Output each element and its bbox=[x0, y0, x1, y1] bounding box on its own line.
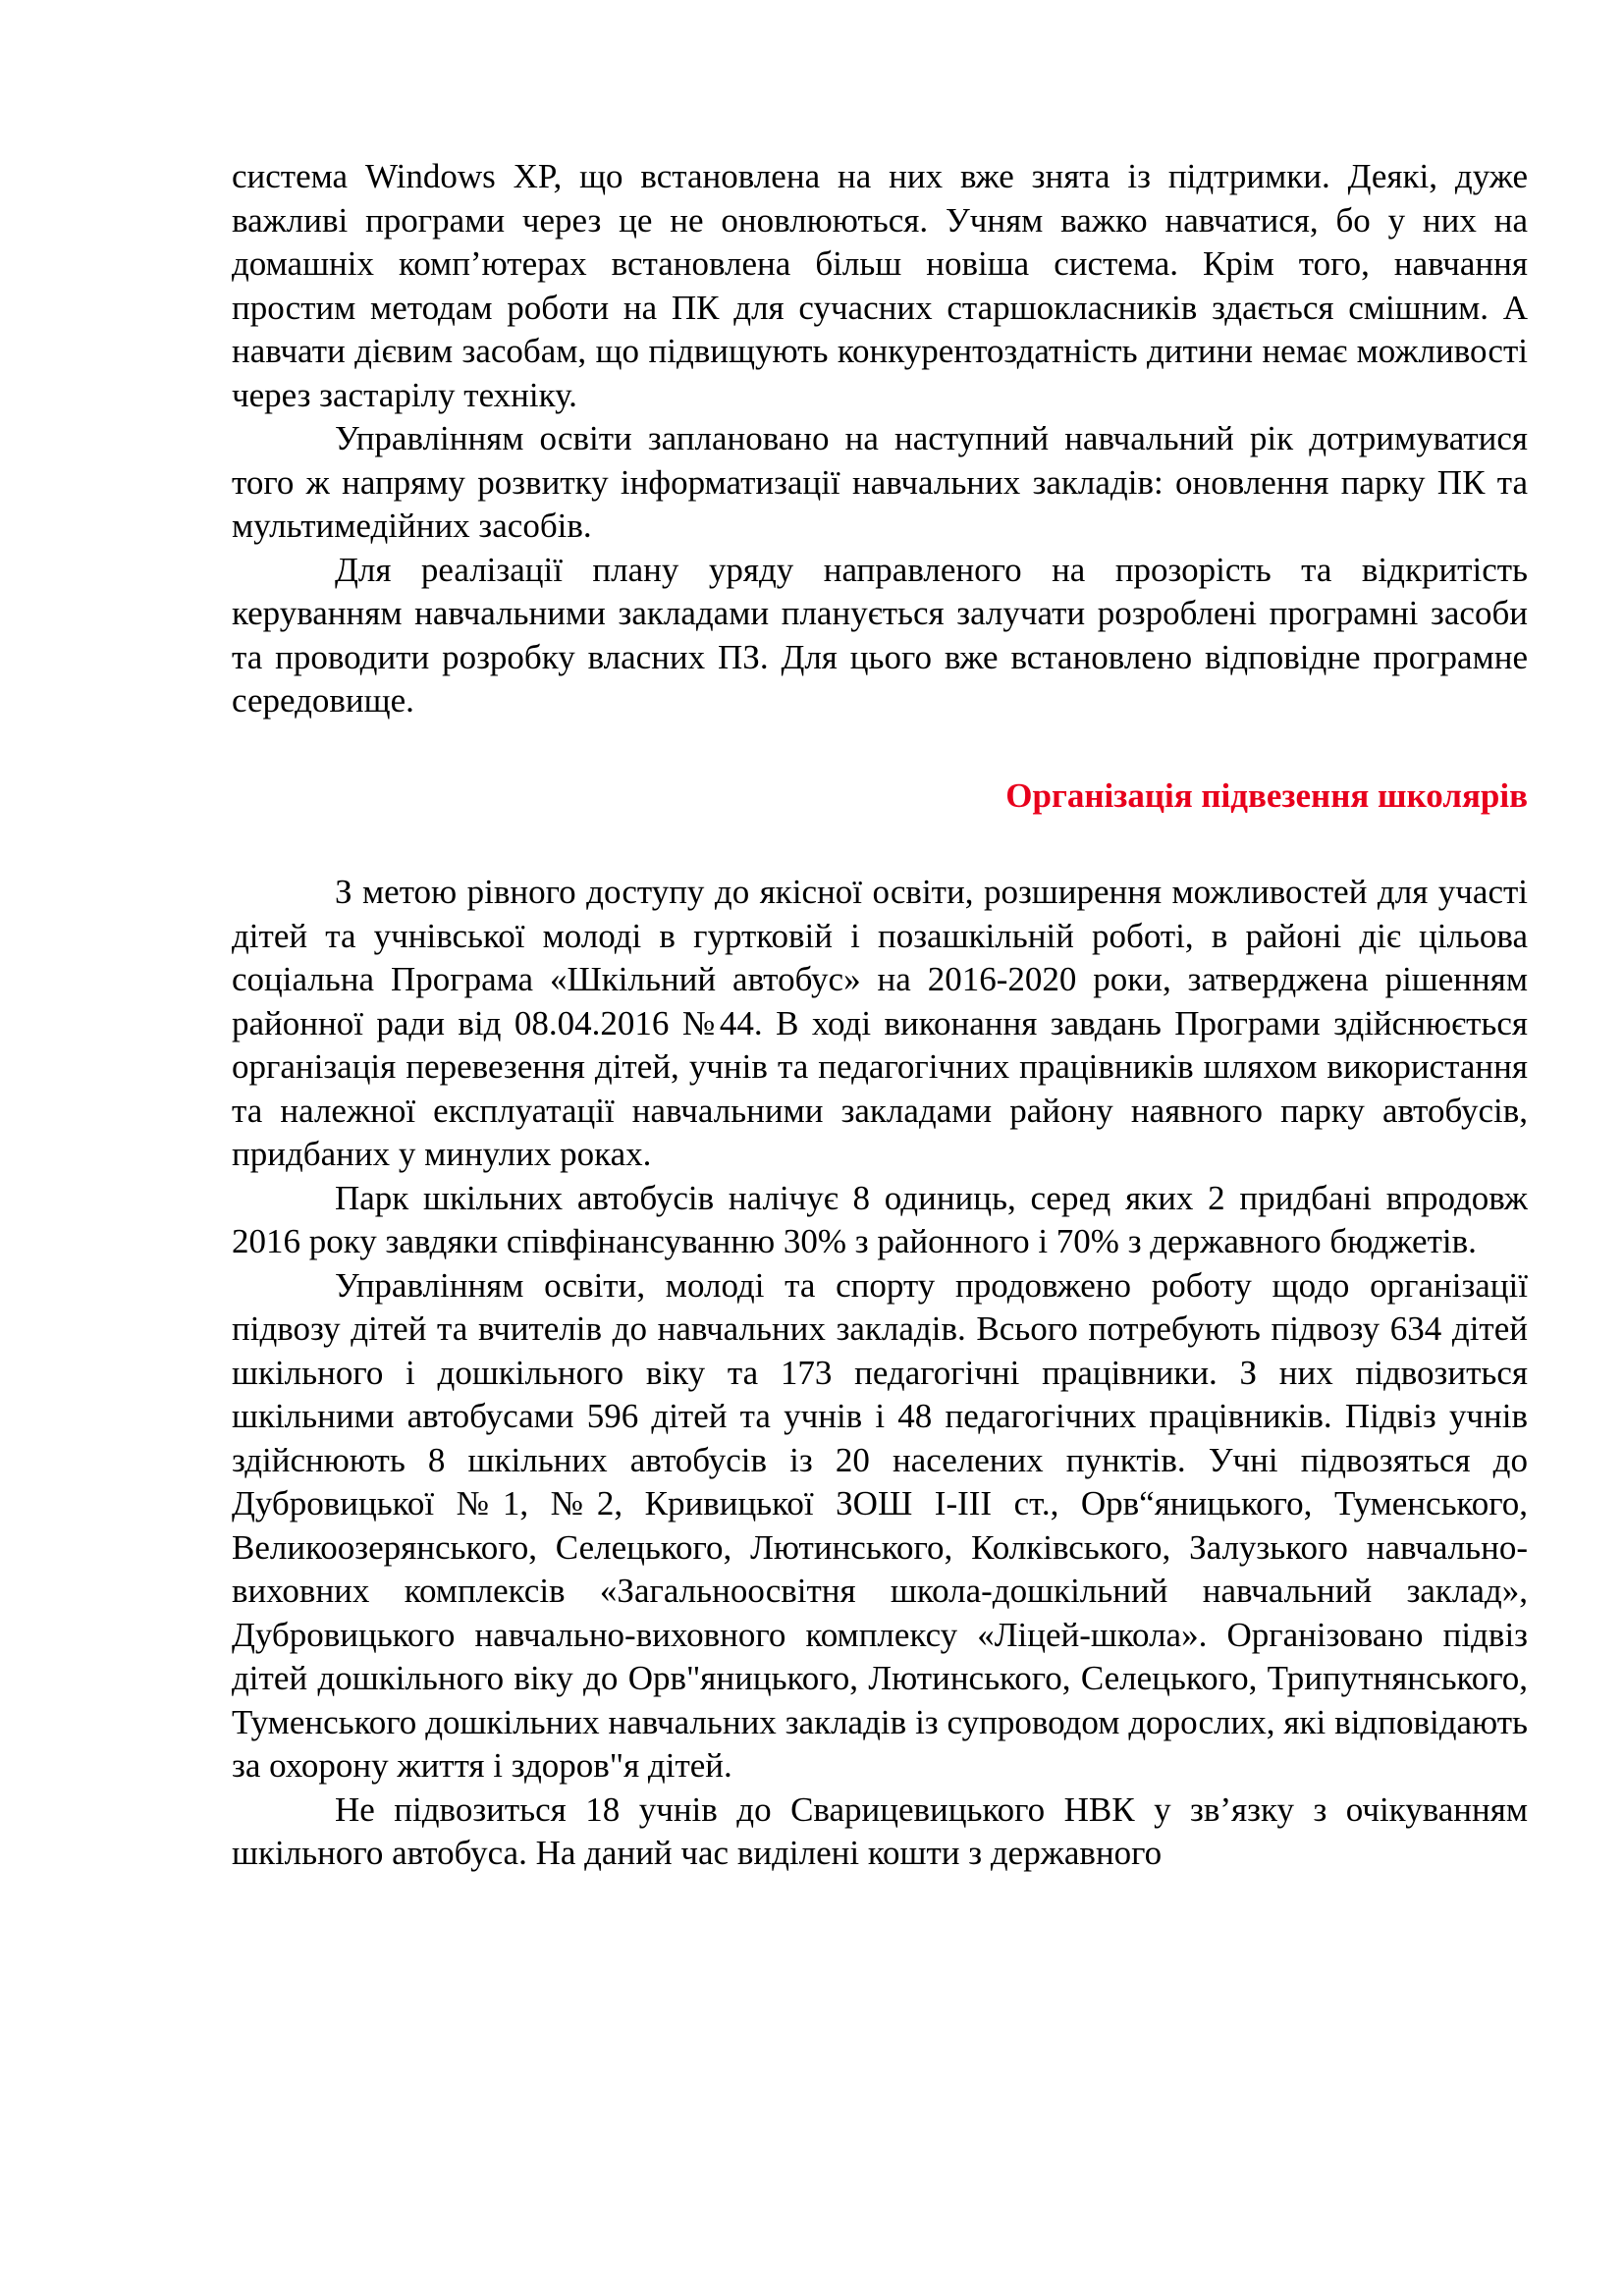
body-paragraph: Управлінням освіти, молоді та спорту продовжено роботу щодо організації підвозу дітей та вчителів до навчальних закладів. Всього потребують підвозу 634 дітей шкільного і дошкільного віку та 173 педагогічні працівники. З них підвозиться шкільними автобусами 596 дітей та учнів і 48 педагогічних працівників. Підвіз учнів здійснюють 8 шкільних автобусів із 20 населених пунктів. Учні підвозяться до Дубровицької №1, №2, Кривицької ЗОШ І-ІІІ ст., Орв“яницького, Туменського, Великоозерянського, Селецького, Лютинського, Колківського, Залузького навчально- виховних комплексів «Загальноосвітня школа-дошкільний навчальний заклад», Дубровицького навчально-виховного комплексу «Ліцей-школа». Організовано підвіз дітей дошкільного віку до Орв"яницького, Лютинського, Селецького, Трипутнянського, Туменського дошкільних навчальних закладів із супроводом дорослих, які відповідають за охорону життя і здоров"я дітей. bbox=[232, 1265, 1528, 1785]
body-paragraph: Не підвозиться 18 учнів до Сварицевицького НВК у зв’язку з очікуванням шкільного автобуса. На даний час виділені кошти з державного bbox=[232, 1789, 1528, 1872]
body-paragraph: З метою рівного доступу до якісної освіти, розширення можливостей для участі дітей та учнівської молоді в гуртковій і позашкільній роботі, в районі діє цільова соціальна Програма «Шкільний автобус» на 2016-2020 роки, затверджена рішенням районної ради від 08.04.2016 №44. В ході виконання завдань Програми здійснюється організація перевезення дітей, учнів та педагогічних працівників шляхом використання та належної експлуатації навчальними закладами району наявного парку автобусів, придбаних у минулих роках. bbox=[232, 873, 1528, 1173]
section-heading: Організація підвезення школярів bbox=[1005, 775, 1528, 815]
body-paragraph: Управлінням освіти заплановано на наступний навчальний рік дотримуватися того ж напряму розвитку інформатизації навчальних закладів: оновлення парку ПК та мультимедійних засобів. bbox=[232, 419, 1528, 545]
body-paragraph: система Windows XP, що встановлена на них вже знята із підтримки. Деякі, дуже важливі програми через це не оновлюються. Учням важко навчатися, бо у них на домашніх комп’ютерах встановлена більш новіша система. Крім того, навчання простим методам роботи на ПК для сучасних старшокласників здається смішним. А навчати дієвим засобам, що підвищують конкурентоздатність дитини немає можливості через застарілу техніку. bbox=[232, 157, 1528, 414]
document-body bbox=[232, 155, 1528, 1876]
body-paragraph: Для реалізації плану уряду направленого на прозорість та відкритість керуванням навчальними закладами планується залучати розроблені програмні засоби та проводити розробку власних ПЗ. Для цього вже встановлено відповідне програмне середовище. bbox=[232, 550, 1528, 720]
body-paragraph: Парк шкільних автобусів налічує 8 одиниць, серед яких 2 придбані впродовж 2016 року завдяки співфінансуванню 30% з районного і 70% з державного бюджетів. bbox=[232, 1178, 1528, 1260]
